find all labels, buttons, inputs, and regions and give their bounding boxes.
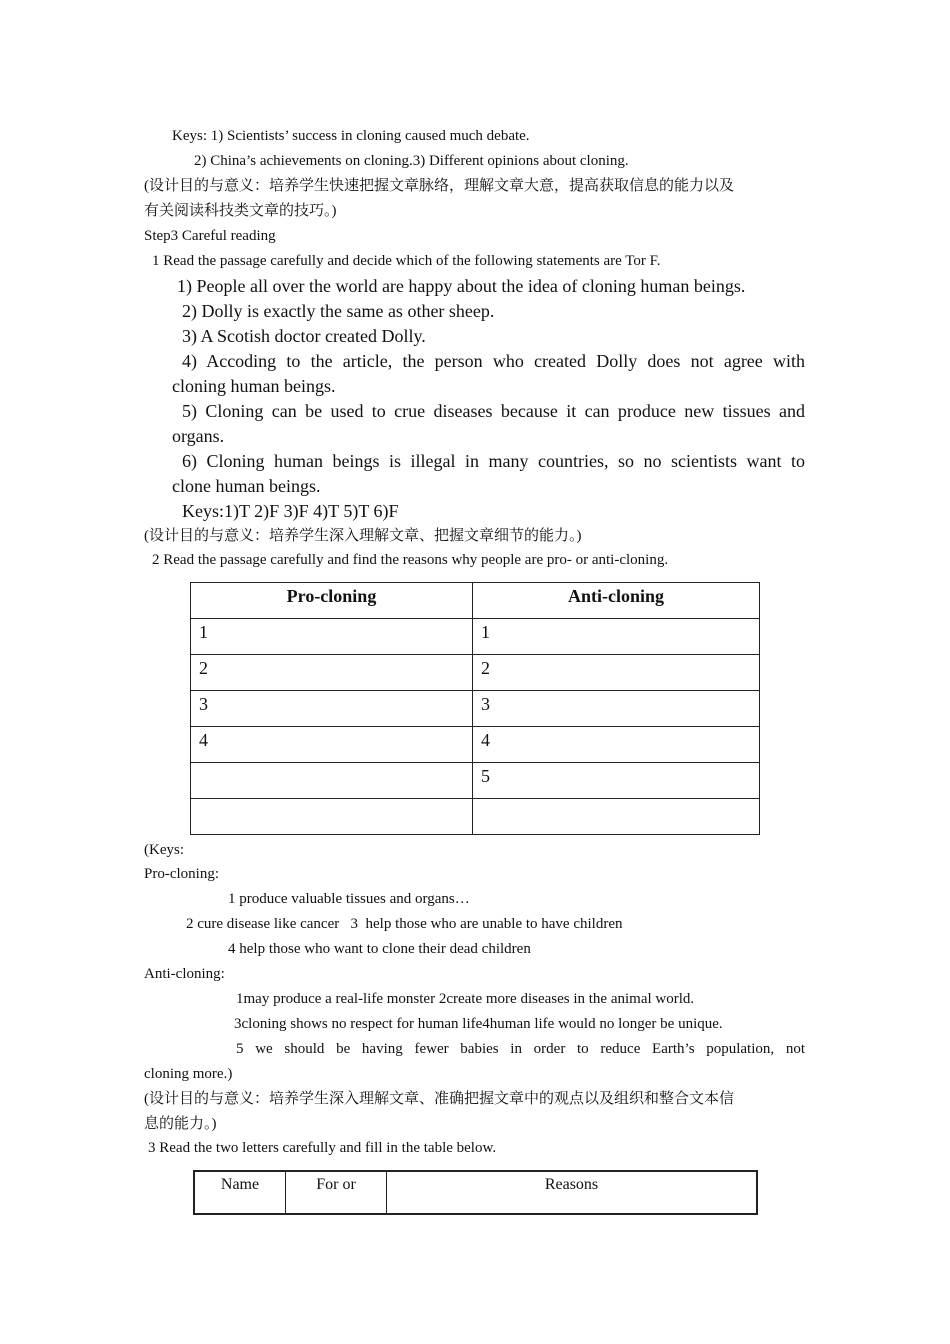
letters-table <box>193 1170 758 1215</box>
table-cell[interactable]: 2 <box>473 655 760 691</box>
keys-line-2: 2) China’s achievements on cloning.3) Different opinions about cloning. <box>194 153 629 169</box>
anti-key-3a: 5 we should be having fewer babies in order to reduce Earth’s population, not <box>236 1041 805 1057</box>
table-row <box>191 655 760 691</box>
anti-key-2: 3cloning shows no respect for human life4human life would no longer be unique. <box>234 1016 723 1032</box>
keys2-open: (Keys: <box>144 842 184 858</box>
table-cell[interactable]: 4 <box>191 727 473 763</box>
table-row <box>191 763 760 799</box>
design-note-3b: 息的能力。) <box>144 1116 217 1132</box>
table-cell[interactable] <box>473 799 760 835</box>
table-cell[interactable]: 3 <box>473 691 760 727</box>
statement-4b: cloning human beings. <box>172 376 336 396</box>
table-cell[interactable]: 2 <box>191 655 473 691</box>
table-cell[interactable] <box>191 799 473 835</box>
table-row <box>191 799 760 835</box>
pro-key-3: 4 help those who want to clone their dead children <box>228 941 531 957</box>
statement-5a: 5) Cloning can be used to crue diseases because it can produce new tissues and <box>182 401 805 421</box>
pro-key-1: 1 produce valuable tissues and organs… <box>228 891 470 907</box>
reasons-table <box>190 582 760 835</box>
table-header-row <box>194 1171 757 1214</box>
table-cell[interactable]: 1 <box>473 619 760 655</box>
pro-cloning-label: Pro-cloning: <box>144 866 219 882</box>
header-pro-cloning: Pro-cloning <box>191 583 473 619</box>
table-cell[interactable]: 3 <box>191 691 473 727</box>
statements-keys: Keys:1)T 2)F 3)F 4)T 5)T 6)F <box>182 501 399 521</box>
task3-instruction: 3 Read the two letters carefully and fill in the table below. <box>148 1140 497 1156</box>
anti-key-3b: cloning more.) <box>144 1066 233 1082</box>
keys-line-1: Keys: 1) Scientists’ success in cloning caused much debate. <box>172 128 530 144</box>
design-note-3a: (设计目的与意义：培养学生深入理解文章、准确把握文章中的观点以及组织和整合文本信 <box>144 1091 734 1107</box>
statement-4a: 4) Accoding to the article, the person who created Dolly does not agree with <box>182 351 805 371</box>
task1-instruction: 1 Read the passage carefully and decide which of the following statements are Tor F. <box>152 253 661 269</box>
step3-heading: Step3 Careful reading <box>144 228 276 244</box>
table-cell[interactable]: 4 <box>473 727 760 763</box>
statement-6b: clone human beings. <box>172 476 321 496</box>
anti-key-1: 1may produce a real-life monster 2create more diseases in the animal world. <box>236 991 695 1007</box>
statement-1: 1) People all over the world are happy about the idea of cloning human beings. <box>177 276 746 296</box>
header-name: Name <box>194 1171 286 1214</box>
table-cell[interactable]: 1 <box>191 619 473 655</box>
statement-6a: 6) Cloning human beings is illegal in many countries, so no scientists want to <box>182 451 805 471</box>
task2-instruction: 2 Read the passage carefully and find the reasons why people are pro- or anti-cloning. <box>152 552 669 568</box>
table-header-row <box>191 583 760 619</box>
table-cell[interactable]: 5 <box>473 763 760 799</box>
design-note-1a: (设计目的与意义：培养学生快速把握文章脉络，理解文章大意，提高获取信息的能力以及 <box>144 178 734 194</box>
anti-cloning-label: Anti-cloning: <box>144 966 225 982</box>
pro-key-2: 2 cure disease like cancer 3 help those who are unable to have children <box>186 916 623 932</box>
design-note-1b: 有关阅读科技类文章的技巧。) <box>144 203 337 219</box>
table-cell[interactable] <box>191 763 473 799</box>
statement-3: 3) A Scotish doctor created Dolly. <box>182 326 426 346</box>
header-anti-cloning: Anti-cloning <box>473 583 760 619</box>
statement-2: 2) Dolly is exactly the same as other sheep. <box>182 301 495 321</box>
header-reasons: Reasons <box>387 1171 758 1214</box>
statement-5b: organs. <box>172 426 225 446</box>
header-for-or: For or <box>286 1171 387 1214</box>
design-note-2: (设计目的与意义：培养学生深入理解文章、把握文章细节的能力。) <box>144 528 582 544</box>
table-row <box>191 619 760 655</box>
table-row <box>191 691 760 727</box>
table-row <box>191 727 760 763</box>
